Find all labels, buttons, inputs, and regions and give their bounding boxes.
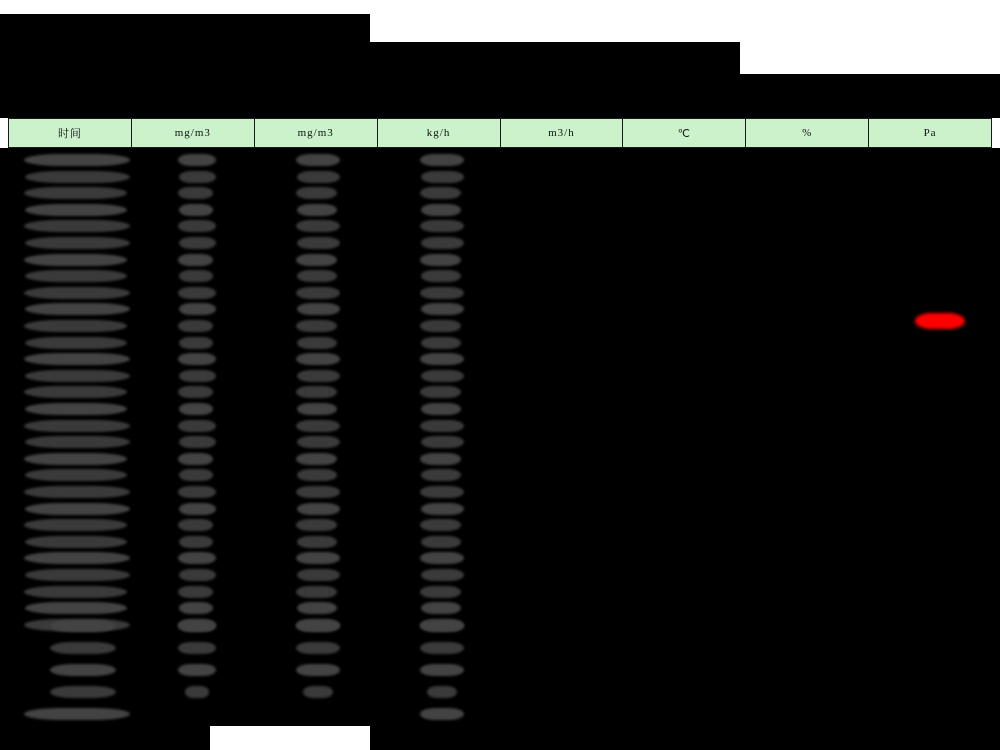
column-concentration-1-cell (178, 586, 213, 598)
column-mass-flow-cell (420, 420, 464, 432)
column-time-cell (24, 187, 127, 199)
column-time-cell (50, 686, 116, 698)
mask-body-right (370, 148, 1000, 750)
unit-time: 时间 (9, 119, 132, 148)
column-time-cell (24, 486, 130, 498)
column-concentration-2-cell (297, 436, 340, 448)
column-concentration-2-cell (297, 536, 337, 548)
column-concentration-1-cell (185, 686, 209, 698)
column-time-cell (25, 403, 127, 415)
column-mass-flow-cell (421, 403, 461, 415)
table-units-row-wrapper (8, 118, 992, 148)
column-mass-flow-cell (421, 237, 464, 249)
column-mass-flow-cell (420, 187, 461, 199)
unit-volume-flow: m3/h (500, 119, 623, 148)
column-concentration-1-cell (179, 569, 216, 581)
column-concentration-2-cell (297, 403, 337, 415)
column-time-cell (25, 237, 130, 249)
unit-pressure: Pa (869, 119, 992, 148)
column-concentration-2-cell (297, 270, 337, 282)
column-time-cell (24, 254, 127, 266)
column-concentration-2-cell (296, 552, 340, 564)
unit-percent: % (746, 119, 869, 148)
column-concentration-1-cell (178, 642, 216, 654)
column-concentration-2-cell (297, 204, 337, 216)
column-concentration-2-cell (296, 220, 340, 232)
column-time-cell (24, 154, 130, 166)
column-concentration-1-cell (179, 337, 213, 349)
column-time-cell (50, 642, 116, 654)
column-concentration-2-cell (296, 187, 337, 199)
column-mass-flow-cell (420, 586, 461, 598)
column-time-cell (25, 569, 130, 581)
column-mass-flow-cell (420, 664, 464, 676)
column-concentration-2-cell (296, 486, 340, 498)
column-concentration-2-cell (296, 519, 337, 531)
column-time-cell (25, 204, 127, 216)
column-concentration-2-cell (297, 503, 340, 515)
column-mass-flow-cell (421, 270, 461, 282)
column-concentration-1-cell (178, 620, 216, 632)
column-concentration-1-cell (178, 320, 213, 332)
column-concentration-2-cell (297, 337, 337, 349)
column-time-cell (24, 287, 130, 299)
column-time-cell (24, 353, 130, 365)
column-mass-flow-cell (420, 519, 461, 531)
column-mass-flow-cell (421, 536, 461, 548)
column-concentration-2-cell (296, 420, 340, 432)
column-mass-flow-cell (420, 552, 464, 564)
column-time-cell (24, 519, 127, 531)
column-concentration-1-cell (178, 519, 213, 531)
column-time-cell (25, 469, 127, 481)
column-concentration-2-cell (297, 469, 337, 481)
column-time-cell (25, 303, 130, 315)
column-mass-flow-cell (420, 708, 464, 720)
column-mass-flow-cell (421, 370, 464, 382)
column-concentration-2-cell (296, 353, 340, 365)
column-time-cell (25, 503, 130, 515)
column-mass-flow-cell (421, 503, 464, 515)
column-concentration-1-cell (178, 353, 216, 365)
column-time-cell (25, 337, 127, 349)
column-concentration-1-cell (178, 254, 213, 266)
column-time-cell (25, 270, 127, 282)
column-concentration-1-cell (179, 503, 216, 515)
column-concentration-1-cell (179, 536, 213, 548)
column-concentration-1-cell (179, 303, 216, 315)
column-mass-flow-cell (421, 337, 461, 349)
column-concentration-2-cell (297, 370, 340, 382)
unit-mass-flow: kg/h (377, 119, 500, 148)
mask-top-left-band (0, 14, 370, 42)
column-concentration-1-cell (178, 664, 216, 676)
column-concentration-1-cell (178, 453, 213, 465)
column-time-cell (25, 370, 130, 382)
column-concentration-1-cell (178, 187, 213, 199)
column-concentration-1-cell (178, 220, 216, 232)
column-mass-flow-cell (421, 303, 464, 315)
column-concentration-1-cell (178, 552, 216, 564)
unit-temperature: ℃ (623, 119, 746, 148)
column-concentration-1-cell (179, 602, 213, 614)
red-highlight-value (915, 313, 965, 329)
column-concentration-2-cell (297, 237, 340, 249)
column-concentration-1-cell (179, 370, 216, 382)
column-concentration-2-cell (296, 453, 337, 465)
column-concentration-2-cell (297, 303, 340, 315)
column-mass-flow-cell (420, 254, 461, 266)
column-time-cell (50, 664, 116, 676)
column-mass-flow-cell (420, 220, 464, 232)
mask-top-wide-band (0, 42, 740, 74)
column-time-cell (24, 220, 130, 232)
column-time-cell (24, 552, 130, 564)
column-concentration-1-cell (179, 403, 213, 415)
column-mass-flow-cell (420, 453, 461, 465)
column-concentration-2-cell (303, 686, 333, 698)
column-time-cell (24, 420, 130, 432)
mask-body-center (210, 148, 370, 726)
column-concentration-1-cell (178, 486, 216, 498)
column-mass-flow-cell (421, 469, 461, 481)
column-concentration-2-cell (297, 171, 340, 183)
column-time-cell (25, 171, 130, 183)
table-row (9, 119, 992, 148)
column-mass-flow-cell (420, 154, 464, 166)
column-mass-flow-cell (420, 353, 464, 365)
column-concentration-2-cell (296, 154, 340, 166)
column-concentration-2-cell (296, 287, 340, 299)
column-concentration-1-cell (179, 270, 213, 282)
column-mass-flow-cell (421, 436, 464, 448)
column-time-cell (24, 453, 127, 465)
column-concentration-1-cell (179, 171, 216, 183)
column-concentration-2-cell (297, 602, 337, 614)
column-concentration-2-cell (296, 586, 337, 598)
column-mass-flow-cell (420, 386, 461, 398)
column-time-cell (50, 620, 116, 632)
unit-concentration-1: mg/m3 (131, 119, 254, 148)
column-mass-flow-cell (427, 686, 457, 698)
column-concentration-1-cell (178, 386, 213, 398)
column-time-cell (25, 436, 130, 448)
column-time-cell (25, 602, 127, 614)
column-concentration-2-cell (296, 664, 340, 676)
unit-concentration-2: mg/m3 (254, 119, 377, 148)
column-mass-flow-cell (420, 287, 464, 299)
column-concentration-1-cell (179, 237, 216, 249)
column-time-cell (24, 320, 127, 332)
column-mass-flow-cell (421, 204, 461, 216)
column-concentration-1-cell (178, 287, 216, 299)
column-mass-flow-cell (420, 320, 461, 332)
column-time-cell (24, 708, 130, 720)
column-time-cell (24, 586, 127, 598)
column-mass-flow-cell (421, 569, 464, 581)
column-mass-flow-cell (420, 642, 464, 654)
column-mass-flow-cell (420, 486, 464, 498)
column-concentration-1-cell (178, 154, 216, 166)
column-concentration-1-cell (179, 469, 213, 481)
column-mass-flow-cell (421, 602, 461, 614)
column-concentration-1-cell (179, 204, 213, 216)
column-concentration-1-cell (178, 420, 216, 432)
column-concentration-2-cell (297, 569, 340, 581)
table-units-row (8, 118, 992, 148)
column-concentration-2-cell (296, 620, 340, 632)
column-time-cell (24, 386, 127, 398)
column-concentration-2-cell (296, 386, 337, 398)
mask-title-band (0, 74, 1000, 118)
column-time-cell (25, 536, 127, 548)
column-concentration-2-cell (296, 642, 340, 654)
column-concentration-2-cell (296, 254, 337, 266)
column-mass-flow-cell (421, 171, 464, 183)
column-mass-flow-cell (420, 620, 464, 632)
column-concentration-1-cell (179, 436, 216, 448)
column-concentration-2-cell (296, 320, 337, 332)
